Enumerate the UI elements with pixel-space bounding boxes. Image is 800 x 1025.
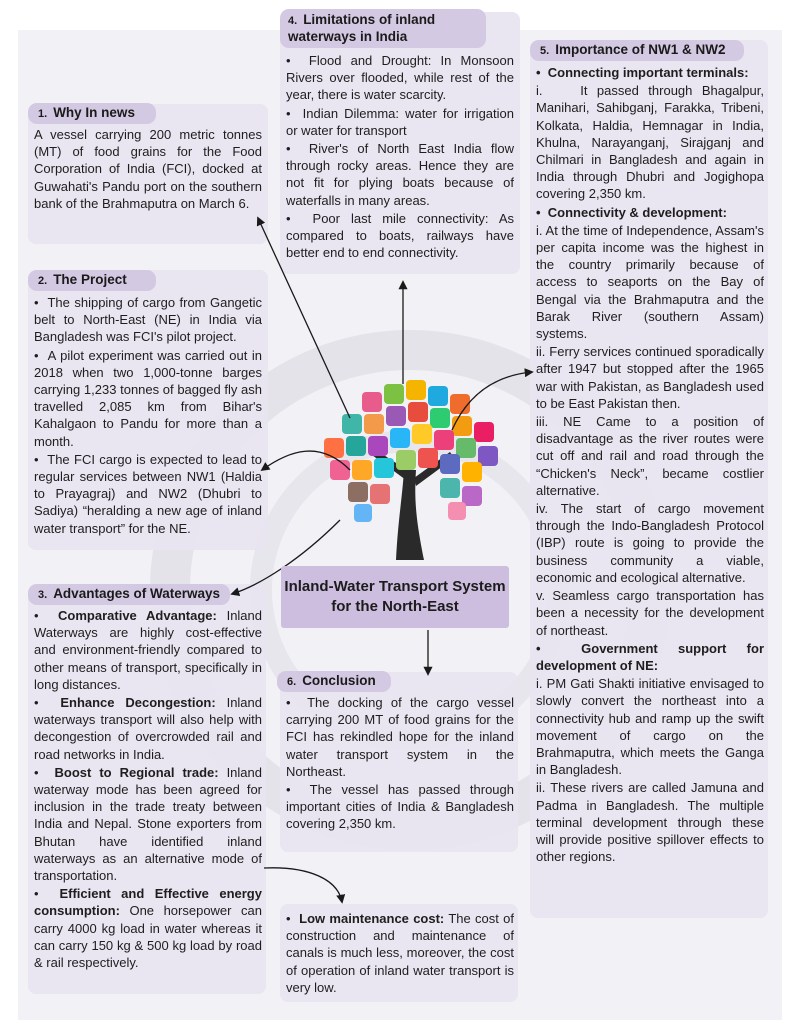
item-text: Inland waterways transport will also help with decongestion of overcrowded rail and road networks in India. [34, 695, 262, 762]
item-label: Boost to Regional trade: [54, 764, 219, 780]
list-item: • The FCI cargo is expected to lead to regular services between NW1 (Haldia to Prayagraj) and NW2 (Dhubri to Sadiya) “heralding a new age of inland water transport” for the NE. [34, 451, 262, 537]
section-heading: Importance of NW1 & NW2 [555, 42, 726, 57]
item-text: Inland Waterways are highly cost-effective and environment-friendly compared to other means of transport, specifically in long distances. [34, 608, 262, 692]
list-item: • Poor last mile connectivity: As compared to boats, railways have better end to end connectivity. [286, 210, 514, 262]
item-label: Low maintenance cost: [299, 911, 445, 926]
list-item: i. PM Gati Shakti initiative envisaged to slowly convert the northeast into a connectivity hub and ramp up the swift movement of cargo on the Brahmaputra, which meets the Ganga in Bangladesh. [536, 676, 764, 778]
group-label: • Connecting important terminals: [536, 64, 764, 81]
page-title: Inland-Water Transport System for the North-East [281, 566, 509, 628]
section-number: 1. [38, 108, 48, 120]
item-text: Inland waterway mode has been agreed for inclusion in the trade treaty between India and Nepal. Stone exporters from Bhutan have identified inland waterways as an alternative mode of transportation. [34, 764, 262, 884]
list-item: iii. NE Came to a position of disadvantage as the river routes were cut off and rail and road through the “Chicken's Neck”, became costlier alternative. [536, 414, 764, 498]
group-label: • Government support for development of NE: [536, 640, 764, 674]
section-number: 5. [540, 45, 550, 57]
list-item: • A pilot experiment was carried out in 2018 when two 1,000-tonne barges carrying 1,233 tonnes of bagged fly ash travelled 2,085 km from Bihar's Kahalgaon to Pandu for more than a month. [34, 347, 262, 450]
item-text: One horsepower can carry 4000 kg load in water whereas it can carry 150 kg & 500 kg load by road & rail respectively. [34, 903, 262, 971]
section-heading: Advantages of Waterways [53, 586, 220, 601]
list-item: • The docking of the cargo vessel carrying 200 MT of food grains for the FCI has rekindled hope for the inland water transport system in the Northeast. [286, 694, 514, 780]
section-heading: The Project [53, 272, 127, 287]
list-item: • The shipping of cargo from Gangetic belt to North-East (NE) in India via Bangladesh was FCI's pilot project. [34, 294, 262, 346]
item-text: The cost of construction and maintenance of canals is much less, moreover, the cost of operation of inland water transport is very low. [286, 911, 514, 995]
arrow-to-maintenance [264, 868, 342, 902]
item-label: Enhance Decongestion: [60, 695, 216, 711]
list-item: • Flood and Drought: In Monsoon Rivers over flooded, while rest of the year, there is water scarcity. [286, 52, 514, 104]
list-item: ii. Ferry services continued sporadically after 1947 but stopped after the 1965 war with Pakistan, as Bangladesh used to be East Pakistan then. [536, 344, 764, 411]
list-item: i. It passed through Bhagalpur, Manihari, Sahibganj, Farakka, Tribeni, Kolkata, Haldia, Hemnagar in India, Khulna, Narayanganj, Sirajganj and Chilmari in Bangladesh and again in India through Dhubri and Jogighopa covering 2,350 km. [536, 83, 764, 202]
item-label: Efficient and Effective energy consumption: [34, 886, 262, 919]
section-number: 6. [287, 676, 297, 688]
section-number: 4. [288, 15, 298, 27]
section-heading: Conclusion [302, 673, 376, 688]
arrow-to-why [258, 218, 350, 418]
list-item: • River's of North East India flow through rocky areas. Hence they are not fit for plying boats because of waterfalls in many areas. [286, 140, 514, 209]
list-item: • Indian Dilemma: water for irrigation or water for transport [286, 105, 514, 139]
list-item: v. Seamless cargo transportation has been a necessity for the development of northeast. [536, 588, 764, 638]
item-label: Comparative Advantage: [58, 608, 217, 623]
paragraph: A vessel carrying 200 metric tonnes (MT) of food grains for the Food Corporation of India (FCI), docked at Guwahati's Pandu port on the southern bank of the Brahmaputra on March 6. [34, 127, 262, 211]
section-heading: Why In news [53, 105, 135, 120]
group-label: • Connectivity & development: [536, 204, 764, 221]
tree-trunk [396, 470, 424, 560]
section-number: 3. [38, 589, 48, 601]
list-item: iv. The start of cargo movement through the Indo-Bangladesh Protocol (IBP) route is going to provide the business community a viable, economic and ecological alternative. [536, 501, 764, 585]
section-number: 2. [38, 275, 48, 287]
section-heading: Limitations of inland waterways in India [288, 12, 436, 44]
list-item: ii. These rivers are called Jamuna and Padma in Bangladesh. The multiple terminal development through these will provide positive spillover effects to other regions. [536, 780, 764, 865]
list-item: • The vessel has passed through important cities of India & Bangladesh covering 2,350 km. [286, 781, 514, 833]
list-item: i. At the time of Independence, Assam's per capita income was the highest in the country primarily because of access to seaports on the Bay of Bengal via the Brahmaputra and the Barak River (southern Assam) systems. [536, 222, 764, 342]
